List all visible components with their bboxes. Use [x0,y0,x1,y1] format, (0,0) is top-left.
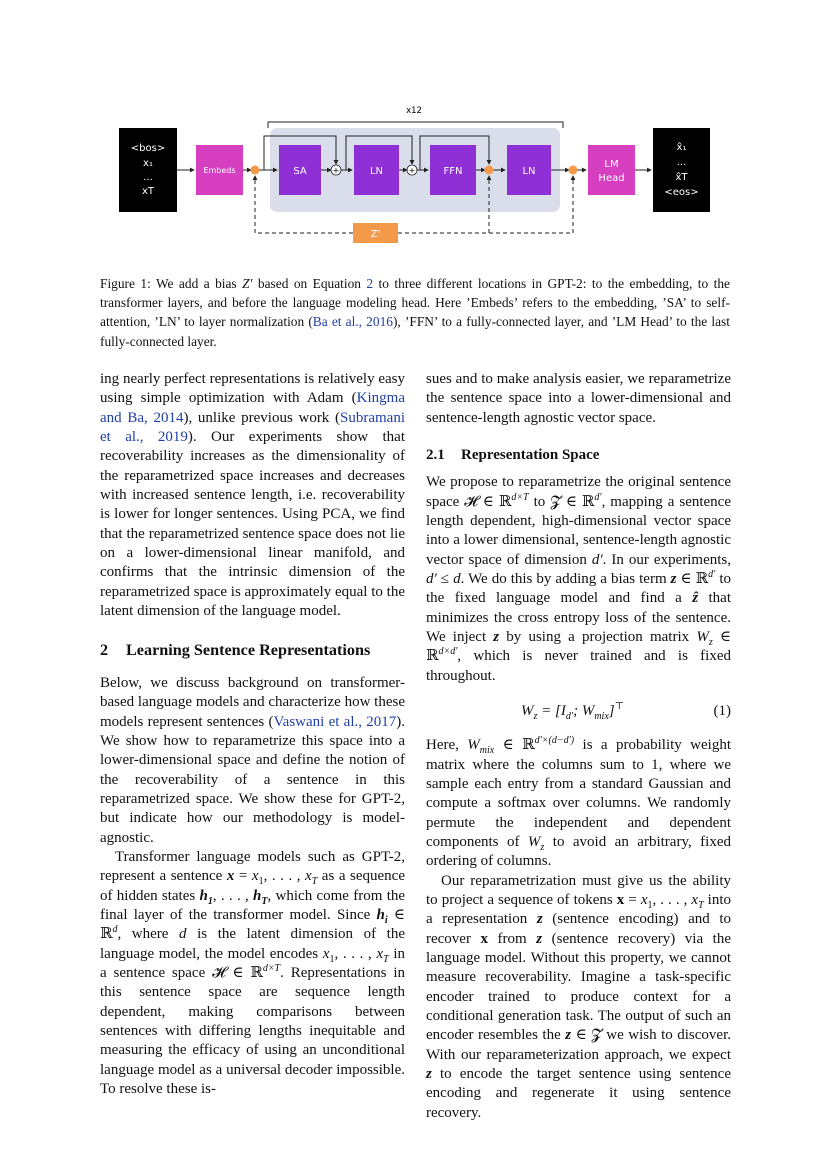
right-column [426,370,731,1123]
figure-caption: Figure 1: We add a bias Z′ based on Equation 2 to three different locations in GPT-2: to the embedding, to the transformer layers, and before the language modeling head. Here ’Embeds’ refers to the embedding, ’SA’ to self-attention, ’LN’ to layer normalization (Ba et al., 2016), ’FFN’ to a fully-connected layer, and ’LM Head’ to the last fully-connected layer. [100,276,730,349]
svg-text:+: + [332,166,340,175]
input-line-dots: ... [143,172,153,183]
ln1-label: LN [369,166,384,177]
citation-link[interactable]: Vaswani et al., 2017 [273,713,397,730]
paragraph: Transformer language models such as GPT-2, represent a sentence $x = x_1$, . . . , $x_T$ as a sequence of hidden states $h_1$, . . . , $h_T$, which come from the final layer of the transformer model. Since $h_i$ ∈ ℝ$^d$, where d is the latent dimension of the language model, the model encodes $x_1$, . . . , $x_T$ in a sentence space 𝓗 ∈ ℝ$^{d\times T}$. Representations in this sentence space are sequence length dependent, making comparisons between sentences with differing lengths inequitable and measuring the efficacy of using an unconditional language model as a universal decoder impossible. To resolve these is- [100,848,406,1098]
input-line-bos: <bos> [130,143,166,154]
section-heading: 2 Learning Sentence Representations [100,641,371,660]
sa-label: SA [293,166,307,177]
equation-number: (1) [713,703,731,720]
lm-head-line1: LM [604,159,619,170]
input-line-xt: xT [141,186,155,197]
ln2-label: LN [522,166,536,177]
svg-text:+: + [408,166,416,175]
paragraph: Our reparametrization must give us the ability to project a sequence of tokens $x = x_1$, . . . , $x_T$ into a representation z (sentence encoding) and to recover x from z (sentence recovery) via the language model. Without this property, we cannot measure recoverability. Imagine a task-specific encoder trained to produce context for a conditional generation task. The output of such an encoder resembles the z ∈ 𝓩 we wish to discover. With our reparameterization approach, we expect z to encode the target sentence using sentence encoding and regenerate it using sentence recovery. [426,872,732,1121]
ffn-label: FFN [443,166,463,177]
output-line-dots: ... [676,157,687,168]
input-box [119,128,177,212]
bias-node-embed [251,166,260,175]
output-line-x1: x̂₁ [676,142,687,153]
figure-1 [0,0,827,260]
architecture-diagram [0,0,827,260]
input-line-x1: x₁ [143,158,153,169]
citation-link[interactable]: Subramani et al., 2019 [100,409,406,446]
citation-link[interactable]: Kingma and Ba, 2014 [100,390,405,426]
output-box [653,128,710,212]
output-line-xt: x̂T [675,172,688,183]
paragraph: sues and to make analysis easier, we reparametrize the sentence space into a lower-dimensional and sentence-length agnostic vector space. [426,371,731,426]
left-column [100,370,405,1099]
subsection-heading: 2.1 Representation Space [426,447,600,464]
citation-link[interactable]: Ba et al., 2016 [312,314,393,330]
equation-ref-link[interactable]: 2 [366,276,374,291]
paragraph: ing nearly perfect representations is relatively easy using simple optimization with Adam (Kingma and Ba, 2014), unlike previous work (Subramani et al., 2019). Our experiments show that recoverability increases as the dimensionality of the reparametrized space increases and decreases with increased sentence length, i.e. recoverability is lower for longer sentences. Using PCA, we find that the reparametrized sentence space does not lie on a lower-dimensional linear manifold, and confirms that the intrinsic dimension of the reparametrized space is approximately equal to the latent dimension of the language model. [100,371,406,620]
equation-1: $W_z = [I_{d'}$; $W_{mix}]^⊤$ (1) [521,701,731,723]
paragraph: Below, we discuss background on transformer-based language models and characterize how these models represent sentences (Vaswani et al., 2017). We show how to reparametrize this space into a lower-dimensional space and define the notion of the recoverability of a sentence in this reparametrized space. We show these for GPT-2, but indicate how our methodology is model-agnostic. [100,674,405,846]
paragraph: We propose to reparametrize the original sentence space 𝓗 ∈ ℝ$^{d\times T}$ to 𝓩 ∈ ℝ$^{d'}$, mapping a sentence length dependent, high-dimensional vector space into a lower dimensional, sentence-length agnostic vector space of dimension d′. In our experiments, d′ ≤ d. We do this by adding a bias term z ∈ ℝ$^{d'}$ to the fixed language model and find a ẑ that minimizes the cross entropy loss of the sentence. We inject z by using a projection matrix $W_z$ ∈ ℝ$^{d\times d'}$, which is never trained and is fixed throughout. [426,474,732,684]
output-line-eos: <eos> [664,187,699,198]
bias-node-transformer [485,166,494,175]
bias-node-head [569,166,578,175]
embeds-label: Embeds [203,166,236,175]
lm-head-box [588,145,635,195]
repeat-label: x12 [406,106,422,116]
paragraph: Here, $W_{mix}$ ∈ ℝ$^{d'\times(d-d')}$ is a probability weight matrix where the columns sum to 1, where we sample each entry from a standard Gaussian and compute a softmax over columns. We randomly permute the independent and dependent components of $W_z$ to avoid an arbitrary, fixed ordering of columns. [426,735,732,870]
lm-head-line2: Head [598,173,625,184]
repeat-bracket [268,122,563,128]
z-prime-label: Z' [370,229,381,240]
